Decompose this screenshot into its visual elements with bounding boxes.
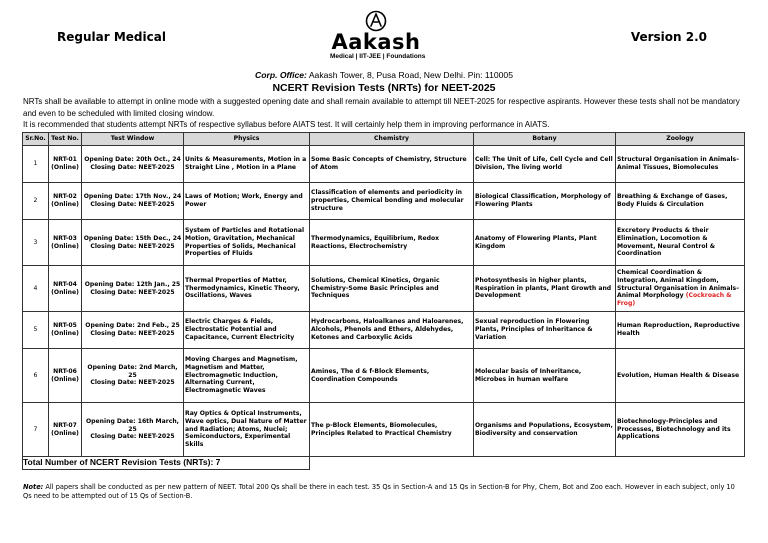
zoology-topics: Breathing & Exchange of Gases, Body Fluids & Circulation — [617, 193, 728, 208]
cell-zoology — [616, 146, 745, 183]
cell-test-window — [82, 220, 184, 266]
col-header-test-window: Test Window — [82, 133, 184, 146]
test-mode: (Online) — [51, 201, 79, 208]
test-id: NRT-05 — [53, 322, 77, 330]
test-id: NRT-04 — [53, 280, 77, 288]
col-header-physics: Physics — [184, 133, 310, 146]
cell-physics: Units & Measurements, Motion in a Straight Line , Motion in a Plane — [184, 146, 310, 183]
cell-botany: Organisms and Populations, Ecosystem, Biodiversity and conservation — [474, 403, 616, 457]
zoology-topics: Structural Organisation in Animals–Animal Tissues, Biomolecules — [617, 156, 740, 171]
cell-botany: Photosynthesis in higher plants, Respiration in plants, Plant Growth and Development — [474, 266, 616, 312]
test-mode: (Online) — [51, 429, 79, 437]
test-mode: (Online) — [51, 330, 79, 337]
total-nrt-count: Total Number of NCERT Revision Tests (NRTs): 7 — [23, 457, 310, 470]
cell-botany: Anatomy of Flowering Plants, Plant Kingdom — [474, 220, 616, 266]
cell-chemistry: Hydrocarbons, Haloalkanes and Haloarenes, Alcohols, Phenols and Ethers, Aldehydes, Ketones and Carboxylic Acids — [310, 312, 474, 349]
opening-date: Opening Date: 17th Nov., 24 — [83, 193, 182, 201]
aakash-emblem-icon — [365, 10, 387, 32]
closing-date: Closing Date: NEET-2025 — [90, 379, 175, 387]
cell-test-no — [49, 220, 82, 266]
test-id: NRT-02 — [53, 193, 77, 201]
cell-srno: 4 — [23, 266, 49, 312]
table-row — [23, 312, 745, 349]
table-row — [23, 220, 745, 266]
office-address: Aakash Tower, 8, Pusa Road, New Delhi. Pin: 110005 — [308, 70, 513, 80]
opening-date: Opening Date: 2nd March, 25 — [87, 363, 178, 379]
closing-date: Closing Date: NEET-2025 — [90, 164, 175, 171]
corp-office — [0, 70, 768, 80]
cell-chemistry: Classification of elements and periodicity in properties, Chemical bonding and molecular structure — [310, 183, 474, 220]
total-row — [23, 457, 745, 470]
intro-line-1: NRTs shall be available to attempt in online mode with a suggested opening date and shall remain available to attempt till NEET-2025 for respective aspirants. However these tests shall not be mandatory and even to be scheduled with limited closing window. — [23, 97, 740, 118]
cell-zoology — [616, 349, 745, 403]
test-mode: (Online) — [51, 375, 79, 383]
cell-zoology — [616, 403, 745, 457]
cell-srno: 6 — [23, 349, 49, 403]
zoology-topics: Evolution, Human Health & Disease — [617, 371, 740, 379]
cell-srno: 1 — [23, 146, 49, 183]
table-row — [23, 403, 745, 457]
cell-test-window — [82, 183, 184, 220]
test-mode: (Online) — [51, 164, 79, 171]
cell-physics: System of Particles and Rotational Motion, Gravitation, Mechanical Properties of Solids, Mechanical Properties of Fluids — [184, 220, 310, 266]
closing-date: Closing Date: NEET-2025 — [90, 242, 175, 250]
intro-text — [23, 96, 745, 131]
cell-physics: Laws of Motion; Work, Energy and Power — [184, 183, 310, 220]
test-mode: (Online) — [51, 288, 79, 296]
cell-botany: Cell: The Unit of Life, Cell Cycle and Cell Division, The living world — [474, 146, 616, 183]
col-header-chemistry: Chemistry — [310, 133, 474, 146]
table-row — [23, 349, 745, 403]
test-mode: (Online) — [51, 242, 79, 250]
cell-chemistry: Solutions, Chemical Kinetics, Organic Chemistry-Some Basic Principles and Techniques — [310, 266, 474, 312]
test-id: NRT-01 — [53, 156, 77, 164]
cell-zoology — [616, 183, 745, 220]
closing-date: Closing Date: NEET-2025 — [90, 201, 175, 208]
zoology-topics: Chemical Coordination & Integration, Animal Kingdom, Structural Organisation in Animals– Animal Morphology — [617, 269, 740, 300]
cell-test-no — [49, 266, 82, 312]
cell-zoology — [616, 220, 745, 266]
cell-zoology — [616, 266, 745, 312]
cell-test-window — [82, 312, 184, 349]
test-id: NRT-03 — [53, 234, 77, 242]
opening-date: Opening Date: 16th March, 25 — [86, 417, 179, 433]
cell-botany: Sexual reproduction in Flowering Plants, Principles of Inheritance & Variation — [474, 312, 616, 349]
cell-srno: 2 — [23, 183, 49, 220]
cell-test-window — [82, 349, 184, 403]
opening-date: Opening Date: 12th Jan., 25 — [84, 280, 181, 288]
cell-test-no — [49, 183, 82, 220]
test-id: NRT-07 — [53, 421, 77, 429]
cell-test-no — [49, 349, 82, 403]
col-header-srno: Sr.No. — [23, 133, 49, 146]
table-row — [23, 146, 745, 183]
cell-chemistry: Some Basic Concepts of Chemistry, Structure of Atom — [310, 146, 474, 183]
cell-zoology — [616, 312, 745, 349]
zoology-highlight: (Cockroach & Frog) — [617, 292, 732, 308]
total-row-blank — [310, 457, 745, 470]
zoology-topics: Human Reproduction, Reproductive Health — [617, 322, 740, 337]
cell-chemistry: Amines, The d & f-Block Elements, Coordination Compounds — [310, 349, 474, 403]
cell-test-window — [82, 403, 184, 457]
version-label: Version 2.0 — [630, 30, 707, 44]
cell-srno: 3 — [23, 220, 49, 266]
cell-srno: 5 — [23, 312, 49, 349]
cell-physics: Moving Charges and Magnetism, Magnetism and Matter, Electromagnetic Induction, Alternating Current, Electromagnetic Waves — [184, 349, 310, 403]
intro-line-2: It is recommended that students attempt NRTs of respective syllabus before AIATS test. It will certainly help them in improving performance in AIATS. — [23, 120, 550, 129]
nrt-schedule-table — [22, 132, 745, 470]
cell-test-window — [82, 146, 184, 183]
col-header-test-no: Test No. — [49, 133, 82, 146]
logo-tagline: Medical | IIT-JEE | Foundations — [330, 53, 426, 60]
footnote — [23, 483, 745, 500]
cell-botany: Molecular basis of Inheritance, Microbes in human welfare — [474, 349, 616, 403]
col-header-botany: Botany — [474, 133, 616, 146]
cell-chemistry: Thermodynamics, Equilibrium, Redox Reactions, Electrochemistry — [310, 220, 474, 266]
opening-date: Opening Date: 2nd Feb., 25 — [85, 322, 180, 330]
office-label: Corp. Office: — [255, 70, 307, 80]
cell-test-no — [49, 312, 82, 349]
cell-chemistry: The p-Block Elements, Biomolecules, Principles Related to Practical Chemistry — [310, 403, 474, 457]
closing-date: Closing Date: NEET-2025 — [90, 330, 175, 337]
cell-physics: Electric Charges & Fields, Electrostatic Potential and Capacitance, Current Electricity — [184, 312, 310, 349]
cell-srno: 7 — [23, 403, 49, 457]
note-label: Note: — [23, 483, 44, 491]
cell-test-no — [49, 146, 82, 183]
table-header-row — [23, 133, 745, 146]
regular-medical-label: Regular Medical — [57, 30, 166, 44]
aakash-logo — [330, 10, 426, 61]
closing-date: Closing Date: NEET-2025 — [90, 433, 175, 441]
cell-botany: Biological Classification, Morphology of Flowering Plants — [474, 183, 616, 220]
page-title: NCERT Revision Tests (NRTs) for NEET-2025 — [272, 82, 496, 94]
zoology-topics: Excretory Products & their Elimination, Locomotion & Movement, Neural Control & Coordination — [617, 227, 716, 258]
table-row — [23, 183, 745, 220]
note-text: All papers shall be conducted as per new pattern of NEET. Total 200 Qs shall be there in each test. 35 Qs in Section-A and 15 Qs in Section-B for Phy, Chem, Bot and Zoo each. However in each subject, only 10 Qs need to be attempted out of 15 Qs of Section-B. — [23, 483, 735, 500]
col-header-zoology: Zoology — [616, 133, 745, 146]
closing-date: Closing Date: NEET-2025 — [90, 288, 175, 296]
table-row — [23, 266, 745, 312]
cell-physics: Ray Optics & Optical Instruments, Wave optics, Dual Nature of Matter and Radiation; Atoms, Nuclei; Semiconductors, Experimental Skills — [184, 403, 310, 457]
test-id: NRT-06 — [53, 367, 77, 375]
cell-test-window — [82, 266, 184, 312]
opening-date: Opening Date: 20th Oct., 24 — [84, 156, 181, 164]
cell-test-no — [49, 403, 82, 457]
cell-physics: Thermal Properties of Matter, Thermodynamics, Kinetic Theory, Oscillations, Waves — [184, 266, 310, 312]
opening-date: Opening Date: 15th Dec., 24 — [83, 234, 182, 242]
logo-name: Aakash — [331, 30, 421, 54]
zoology-topics: Biotechnology-Principles and Processes, Biotechnology and its Applications — [617, 417, 731, 441]
